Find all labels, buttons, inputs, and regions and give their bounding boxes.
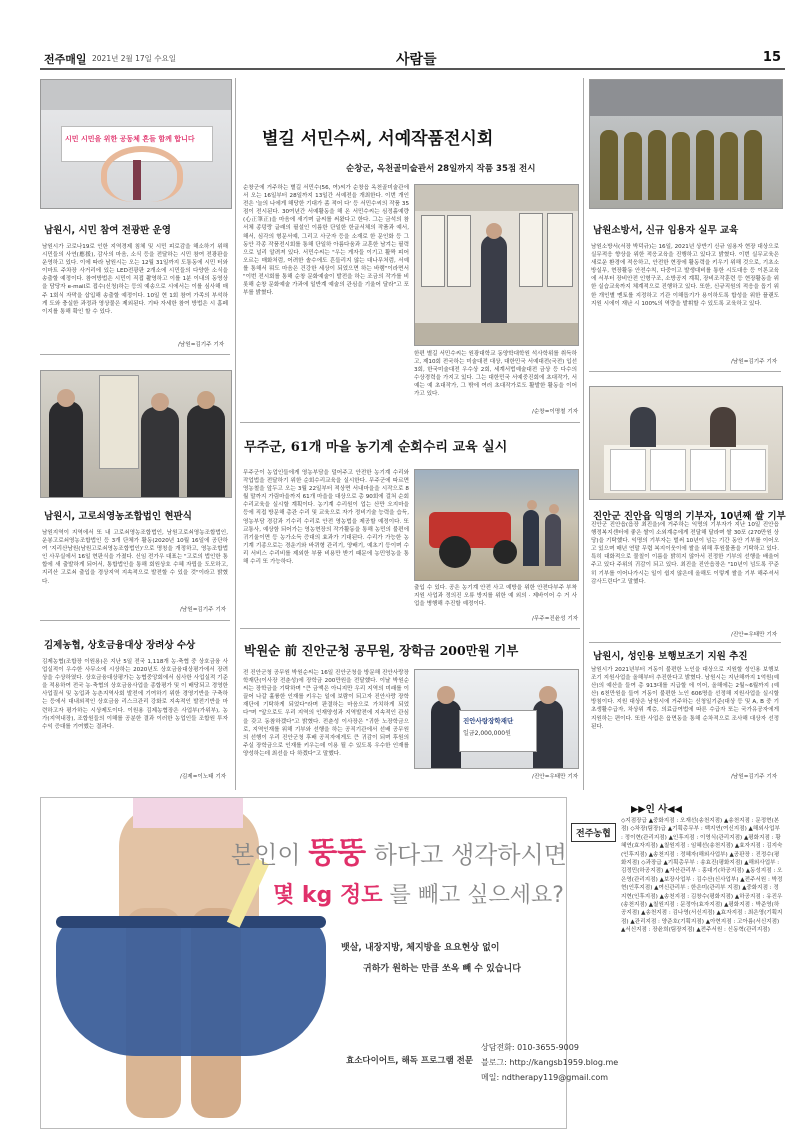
byline-a5: /무주=진윤성 기자 [532, 616, 579, 622]
headline-a3: 남원소방서, 신규 임용자 실무 교육 [593, 225, 739, 236]
check-amount: 일금2,000,000원 [463, 730, 511, 737]
headline-a5: 무주군, 61개 마을 농기계 순회수리 교육 실시 [244, 440, 508, 455]
issue-date: 2021년 2월 17일 수요일 [92, 54, 177, 63]
page-number: 15 [762, 50, 781, 65]
ad-headline-2: 몇 kg 정도 를 빼고 싶으세요? [273, 883, 564, 908]
column-divider-right [583, 78, 584, 790]
body-a2-left: 순창군에 거주하는 별길 서민수(56, 여)씨가 순창읍 옥천골미술관에서 오는 16일부터 28일까지 13일간 서예전을 개최한다. 이번 개인전은 '늘의 나에게 해당한 기대가 좀 적어 다' 등 서민수씨의 작품 35점이 전시된다. 30여년간 서예활동을 해 온 서민수씨는 심정흙예량(心正筆正)을 마음에 새기며 글씨를 써왔다고 한다. 그는 금석의 참 서체 종덩랑 글래의 필설인 이름한 단일한 한글서체의 작품과 예서, 해서, 심각의 형문서예, 그리고 사군자 등을 소재로 한 문인화 등 그동안 각종 작품전시회를 통해 단일하 아름다움과 교혼한 남겨는 필력으로 널리 알려져 있다. 서민수씨는 "우는 게자들 이기고 활짝 피어오르는 매화처럼, 어려한 솔수에도 흔들리지 않는 대나무처럼, 서예를 통해서 뭐도 마음은 건강한 세상이 되었으면 하는 바램"이라면서 "이번 전시회를 통해 순창 문화예술이 발전을 하는 조금의 작가를 비롯해 순창 문화예술 가과에 일반계 예술의 관심을 기울어 달라"고 포부를 밝혔다. [243, 185, 409, 297]
ad-phone[interactable]: 상담전화: 010-3655-9009 [481, 1043, 579, 1052]
photo-signboard-ceremony [40, 370, 232, 498]
body-a5-right: 출입 수 있다. 공은 농기계 안전 사고 예방을 위한 안전다부주 부착 지원 사업과 정의진 오류 방지를 위한 예 외의 · 제바이어 수 거 사업을 병행해 추진할 예정이다. [414, 585, 577, 608]
body-a6: 진안군 진안읍(읍장 최진을)에 거주하는 익명의 기부자가 지난 10일 진안읍 행정복지센터에 좋은 쌀이 소외계층에게 전달해 달라며 쌀 30포 (270만원 상당)을 기탁했다. 익명의 기부자는 벌써 10년이 넘는 기간 동안 기부를 이어오고 있으며 매년 연말 무렵 복지이웃이에 쌀을 위해 후원물품을 기탁하고 있다. 특히 대화적으로 물칠이 이름을 밝히지 않아서 진정한 기부의 선행을 배울어주고 있다 주위의 귀감이 되고 있다. 최진을 진안읍장은 "10년이 넘도록 꾸준히 기부를 이어나가시는 일이 쉽지 않은데 올해도 이렇게 쌀을 기부 해주셔서 감사드린다"고 말했다. [591, 522, 779, 585]
headline-a1: 남원시, 시민 참여 전광판 운영 [44, 225, 171, 236]
rule-a3 [589, 371, 781, 372]
body-a4: 남원지역이 지역에서 또 내 고로쇠영농조합법인, 남원고로쇠영농조합법인, 운봉고로쇠영농조합법인 등 3개 단체가 활동(2020년 10월 16일에 공단하여 '지리산남원(남원고로쇠영농조합법인)'으로 명칭을 개정하고, 영농조합법인 사무실에서 16일 현판식을 가졌다. 신임 전가우 대표는 "고로의 법인한 통합에 새 출발하게 되어서, 통합법인을 통해 회원상호 수혜 자립을 도모하고, 지리산 고로쇠 출입을 경상지역 지속적으로 발전할 수 있을 것"이라고 밝혔다. [42, 530, 228, 585]
body-a2-right: 한편 별길 서민수씨는 원광대학교 동양학대학원 석사학위를 취득하고, 제10회 전국하는 미술대전 대상, 대한민국 서예대전(국전) 입선 3회, 한국미술대전 우수상 2회, 세계서법예술대전 금상 등 다수의 수상경력을 가지고 있다. 그는 대한민국 서예중진회에 초대작가, 서예는 예 초대작가, 그 밖에 여러 초대작가로도 활발한 활동을 이어가고 있다. [414, 351, 577, 398]
body-a8-left: 전 진안군청 공무원 박원순씨는 16일 진안군청을 방문해 진안사랑장학재단(이사장 전춘성)에 장학금 200만원을 전달했다. 이날 박원순씨는 장학금을 기탁하며 "큰 금액은 아니지만 우리 지역의 미래를 이끌어 나갈 훌륭한 인재를 키우는 일에 보람이 되고자 진안사랑 장학재단에 기탁하게 되었다"라며 판결하는 마음으로 가치하게 되었다"며 "앞으로도 우리 지역의 인재양성과 지역발전에 지속적인 관심을 갖고 동참하겠다"고 밝혔다. 전춘성 이사장은 "귀한 노장학금으로, 지역인재를 위해 기부와 선행을 하는 공직기관에서 선배 공무원의 선행이 우리 진안군청 후배 공직자에게도 큰 귀감이 되며 후원의 주실 장학금으로 인재를 키우는데 이용 될 수 있도록 우수한 인재를 양성하는데 최선을 다 하겠다"고 말했다. [243, 670, 409, 757]
headline-a9: 남원시, 성인용 보행보조기 지원 추진 [593, 651, 748, 662]
photo-exhibition [414, 184, 579, 346]
byline-a2: /순창=이명철 기자 [532, 409, 579, 415]
headline-a7: 김제농협, 상호금융대상 장려상 수상 [44, 640, 196, 651]
photo-sign-board [40, 79, 232, 209]
byline-a6: /진안=우태만 기자 [731, 632, 778, 638]
ad-tagline-1: 뱃살, 내장지방, 체지방을 요요현상 없이 [341, 943, 500, 953]
photo-rice-donation [589, 386, 783, 500]
byline-a8: /진안=우태만 기자 [532, 774, 579, 780]
section-title: 사람들 [396, 52, 437, 68]
personnel-announcement [571, 797, 785, 1127]
headline-a8: 박원순 前 진안군청 공무원, 장학금 200만원 기부 [244, 643, 519, 658]
photo-scholarship [414, 669, 579, 769]
column-divider-left [235, 78, 236, 790]
headline-a2: 별길 서민수씨, 서예작품전시회 [262, 129, 494, 149]
personnel-org: 전주농협 [571, 823, 616, 842]
body-a7: 김제농협(조합장 이원용)은 지난 5일 전국 1,118개 농·축협 중 상호금융 사업실적이 우수한 사무소에 시상하는 2020년도 상호금융대상평가에서 장려상을 수상하였다. 상호금융대상평가는 농협중앙회에서 심사한 사업실적 기준을 적용하여 전국 농·축협의 상호금융사업을 종합평가 및 이 배당되고 경영한 사업질서 및 농업과 농촌지역사회 발전에 기여하기 위한 경영기반을 구축하는 등에서 대내외적인 상호금융 리스크관리 강화로 지속적인 발전기반을 마련하고자 평가하는 시상제도이다. 이원용 김제농협장은 사업부(가위부), 농가(지역내장), 조합원들의 이해를 공분한 결과 이러한 농업인들 조합원 투자수익 증대를 기여했는 결과다. [42, 659, 228, 730]
ad-headline-1: 본인이 뚱뚱 하다고 생각하시면 [231, 836, 567, 871]
byline-a7: /김제=이노태 기자 [180, 774, 227, 780]
photo-sign-text: 시민 시민을 위한 공동체 흔들 함께 합니다 [65, 135, 195, 143]
byline-a3: /남원=김기주 기자 [731, 359, 778, 365]
body-a9: 남원시가 2021년부터 거동이 불편한 노인을 대상으로 지원할 성인용 보행보조기 지원사업을 올해부터 추진한다고 밝혔다. 남원시는 지난해까지 1억원(예산)의 예산을 들여 총 913대를 지급할 에 이어, 올해에는 2월~6월까지 (예산) 6천만원을 들여 거동이 불편한 노인 606명을 선정해 지원사업을 실시할 방침이다. 지원 대상은 남원시에 거주하는 신청일기준(대상 등 및 A, B 중 기초생활수급자, 차상위 계층, 의료급여법에 따른 수급자 또는 국가유공자에게 지원하는 편이다. 또한 사업은 읍면동을 통해 순차적으로 조사해 대상자 선정된다. [591, 667, 779, 730]
header-rule [40, 68, 785, 70]
body-a1: 남원시가 코로나19로 인한 지역경제 침체 및 시민 피로감을 해소하기 위해 시민들의 사연(應援), 감사의 마음, 소식 등을 전달하는 시민 참여 전광판을 운영하고 있다. 이에 따라 남원시는 오는 12월 31일까지 도통동에 시민 터와 이마트 주차장 사거리에 있는 LED전광판 2개소에 시민들의 다양한 소식을 송출할 예정이다. 참여방법은 시민이 직접 촬영하고 이를 1분 이내의 동영상을 담당자 e-mail로 접수(신청)하는 등의 예송으로 시에서는 이를 심사해 매주 1회식 자막을 삽입해 송출할 예정이다. 10일 현 1회 참여 가족의 부석하게 도와 충실한 과정과 영상물은 제외된다. 기타 자세한 참여 방법은 시 홈페이지를 통해 확인 할 수 있다. [42, 244, 228, 315]
check-title: 진안사랑장학재단 [463, 717, 514, 725]
rule-a5 [240, 628, 580, 629]
ad-email-link[interactable]: 메일: ndtherapy119@gmail.com [481, 1073, 609, 1082]
headline-a6: 진안군 진안읍 익명의 기부자, 10년째 쌀 기부 [593, 511, 786, 522]
body-a3: 남원소방서(서장 박덕규)는 16일, 2021년 상반기 신규 임용자 현장 대상으로 실무적응 향상을 위한 적응교육을 진행하고 있다고 밝혔다. 이번 실무교육은 새로운 환경에 적응하고, 안전한 현장에 활동력을 키우기 위해 것으로, 기초소방실무, 현장활동 안전수칙, 다중이고 발생대비를 통한 시도대응 등 이론교육에 서부터 장비안전 인형구조, 소방공지 계획, 장비조작훈련 등 현장활동을 위한 실습교육까지 체계적으로 진행하고 있다. 또한, 신규직원의 적응을 돕기 위한 개인별 멘토를 지정하고 기관 이해돕기가 용이하도록 합성을 위한 플랜도 지원 시에이 재난 시 100%의 역량을 발휘할 수 있도록 교육하고 있다. [591, 244, 779, 307]
rule-a4 [40, 620, 230, 621]
subheadline-a2: 순창군, 옥천골미술관서 28일까지 작품 35점 전시 [346, 164, 536, 174]
rule-a2 [240, 422, 580, 423]
masthead: 전주매일 [44, 53, 87, 66]
body-a5-left: 무주군이 농업인들에게 영농부담을 덜어주고 안전한 농기계 수리와 작업법을 전달하기 위한 순회수리교육을 실시한다. 무주군에 따르면 영농철을 앞두고 오는 3월 22일부터 적상면 서내마을을 시작으로 8월 말까지 가림마을까지 61개 마을을 대상으로 총 90회에 걸쳐 순회 수리교육을 실시할 계획이다. 농기계 수리원이 업는 산만 오지마을 등에 직접 방문해 총관 수리 및 교육으로 자가 정비기술 능력을 습득, 영농부담 경감과 기수리 수리로 안전 영농법을 제공할 예정이다. 또 교통사, 예상함 되어가는 영농현장의 작가활동을 통해 농민의 불편에 귀기울이면 등 농가소득 증대의 효과가 기대된다. 수리가 가능한 농기계 기종으로는 경운기와 바퀴형 관리기, 양배기, 예초기 등이며 수리 서비스 수리비를 제외한 부품 비용만 받기 때문에 농민영농을 통해 수리 또 가능하다. [243, 470, 409, 566]
personnel-title: ▶▶인 사◀◀ [631, 804, 682, 815]
byline-a4: /남원=김기주 기자 [180, 607, 227, 613]
rule-a1 [40, 354, 230, 355]
headline-a4: 남원시, 고로쇠영농조합법인 현판식 [44, 511, 192, 522]
rule-a6 [589, 642, 781, 643]
ad-jeans-illustration [56, 916, 326, 1056]
photo-farm-machinery [414, 469, 579, 581]
ad-blog-link[interactable]: 블로그: http://kangsb1959.blog.me [481, 1058, 619, 1067]
ad-brand: 효소다이어트, 해독 프로그램 전문 [346, 1056, 474, 1066]
ad-tagline-2: 귀하가 원하는 만큼 쏘옥 빼 수 있습니다 [363, 964, 521, 974]
personnel-body: ◇지점장급 ▲중화지점 : 오재선(송천지점) ▲송천지점 : 문정현(본점) ◇차장(팀장)급 ▲기획총무부 : 백지연(여신지점) ▲해외사업부 : 정이현(관리지점) ▲인후지점 : 이영식(관리지점) ▲평화지점 : 황혜연(효자지점) ▲칠원지점 : 임혜선(송천지점) ▲효자지점 : 김지숙(인후지점) ▲송천지점 : 정혜자(해외사업부) ▲공판장 : 진정수(평화지점) ◇과장급 ▲기획총무부 : 송효진(평화지점) ▲해외사업부 : 김정민(하공지점) ▲자산관리부 : 홍대기(하공지점) ▲동성지점 : 오은영(관리지점) ▲보장사업부 : 김수산(신사업부) ▲전주서원 : 박정현(인후지점) ▲여신관리부 : 한은미(관리부 지점) ▲중화지점 : 정지현(인후지점) ▲송천지점 : 김창수(평화지점) ▲하공지점 : 유진우(송천지점) ▲칠원지점 : 문정아(효자지점) ▲평화지점 : 박준영(하공지점) ▲송천지점 : 김나영(서신지점) ▲효자지점 : 최은영(기획지점) ▲관리지점 : 양준호(기획지점) ▲아현지점 : 고아름(서신지점) ▲서신지점 : 장윤희(팀장지점) ▲전주서원 : 신동혁(관리지점) [621, 818, 783, 934]
ad-top-illustration [133, 798, 243, 828]
byline-a1: /남원=김기주 기자 [178, 342, 225, 348]
byline-a9: /남원=김기주 기자 [731, 774, 778, 780]
ad-waistband [56, 916, 326, 928]
photo-fire-training [589, 79, 783, 209]
